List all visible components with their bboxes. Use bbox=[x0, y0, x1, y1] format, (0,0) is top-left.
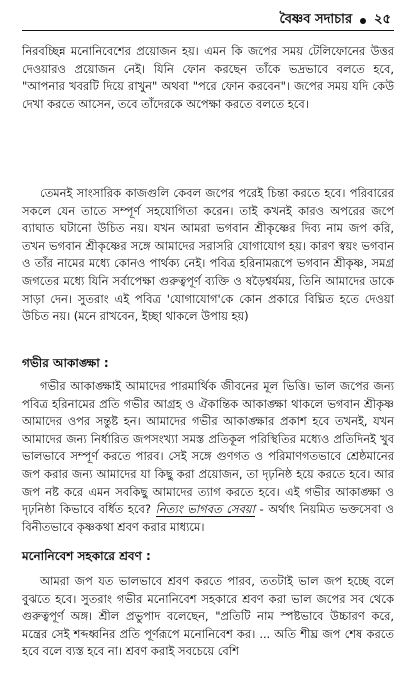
running-head bbox=[279, 10, 391, 31]
bullet-dot-icon bbox=[360, 18, 366, 24]
sanskrit-phrase: নিত্যং ভাগবত সেবয়া bbox=[155, 502, 255, 517]
paragraph-1: নিরবচ্ছিন্ন মনোনিবেশের প্রয়োজন হয়। এমন কি জপের সময় টেলিফোনের উত্তর দেওয়ারও প্রয়োজন নেই। যিনি ফোন করছেন তাঁকে ভদ্রভাবে বলতে হবে, "আপনার খবরটি দিয়ে রাখুন" অথবা "পরে ফোন করবেন"। জপের সময় যদি কেউ দেখা করতে আসেন, তবে তাঁদেরকে অপেক্ষা করতে বলতে হবে। bbox=[22, 44, 394, 111]
header-rule bbox=[22, 30, 394, 31]
section-heading-deep-desire: গভীর আকাঙ্ক্ষা : bbox=[22, 356, 109, 370]
paragraph-3-text-b: - অর্থাৎ নিয়মিত ভক্তসেবা ও বিনীতভাবে কৃষ্ণকথা শ্রবণ করার মাধ্যমে। bbox=[22, 502, 394, 534]
section-heading-attentive-hearing: মনোনিবেশ সহকারে শ্রবণ : bbox=[22, 549, 151, 563]
paragraph-3 bbox=[22, 378, 394, 536]
paragraph-4: আমরা জপ যত ভালভাবে শ্রবণ করতে পারব, ততটাই ভাল জপ হচ্ছে বলে বুঝতে হবে। সুতরাং গভীর মনোনিবেশ সহকারে শ্রবণ করা ভাল জপের সব থেকে গুরুত্বপূর্ণ অঙ্গ। শ্রীল প্রভুপাদ বলেছেন, "প্রতিটি নাম স্পষ্টভাবে উচ্চারণ করে, মন্ত্রের সেই শব্দধ্বনির প্রতি পূর্ণরূপে মনোনিবেশ কর। ... অতি শীঘ্র জপ শেষ করতে হবে বলে ব্যস্ত হবে না। শ্রবণ করাই সবচেয়ে বেশি bbox=[22, 574, 394, 659]
running-head-title: বৈষ্ণব সদাচার bbox=[279, 12, 353, 27]
page-number: ২৫ bbox=[374, 12, 391, 27]
paragraph-2: তেমনই সাংসারিক কাজগুলি কেবল জপের পরেই চিন্তা করতে হবে। পরিবারের সকলে যেন তাতে সম্পূর্ণ সহযোগিতা করেন। তাই কখনই কারও অপরের জপে ব্যাঘাত ঘটানো উচিত নয়। যখন আমরা ভগবান শ্রীকৃষ্ণের দিব্য নাম জপ করি, তখন ভগবান শ্রীকৃষ্ণের সঙ্গে আমাদের সরাসরি যোগাযোগ হয়। কারণ স্বয়ং ভগবান ও তাঁর নামের মধ্যে কোনও পার্থক্য নেই। পবিত্র হরিনামরূপে ভগবান শ্রীকৃষ্ণ, সমগ্র জগতের মধ্যে যিনি সর্বাপেক্ষা গুরুত্বপূর্ণ ব্যক্তি ও ষড়ৈশ্বর্যময়, তিনি আমাদের ডাকে সাড়া দেন। সুতরাং এই পবিত্র 'যোগাযোগ'কে কোন প্রকারে বিঘ্নিত হতে দেওয়া উচিত নয়। (মনে রাখবেন, ইচ্ছা থাকলে উপায় হয়) bbox=[22, 186, 394, 324]
paragraph-3-text-a: গভীর আকাঙ্ক্ষাই আমাদের পারমার্থিক জীবনের মূল ভিত্তি। ভাল জপের জন্য পবিত্র হরিনামের প্রতি গভীর আগ্রহ ও ঐকান্তিক আকাঙ্ক্ষা থাকলে ভগবান শ্রীকৃষ্ণ আমাদের ওপর সন্তুষ্ট হন। আমাদের গভীর আকাঙ্ক্ষার প্রকাশ হবে তখনই, যখন আমাদের জন্য নির্ধারিত জপসংখ্যা সমস্ত প্রতিকূল পরিস্থিতির মধ্যেও প্রতিদিনই খুব ভালভাবে সম্পূর্ণ করতে পারব। সেই সঙ্গে গুণগত ও পরিমাণগতভাবে শ্রেষ্ঠমানের জপ করার জন্য আমাদের যা কিছু করা প্রয়োজন, তা দৃঢ়নিষ্ঠ হয়ে করতে হবে। আর জপ নষ্ট করে এমন সবকিছু আমাদের ত্যাগ করতে হবে। এই গভীর আকাঙ্ক্ষা ও দৃঢ়নিষ্ঠা কিভাবে বর্ধিত হবে? bbox=[22, 379, 394, 517]
